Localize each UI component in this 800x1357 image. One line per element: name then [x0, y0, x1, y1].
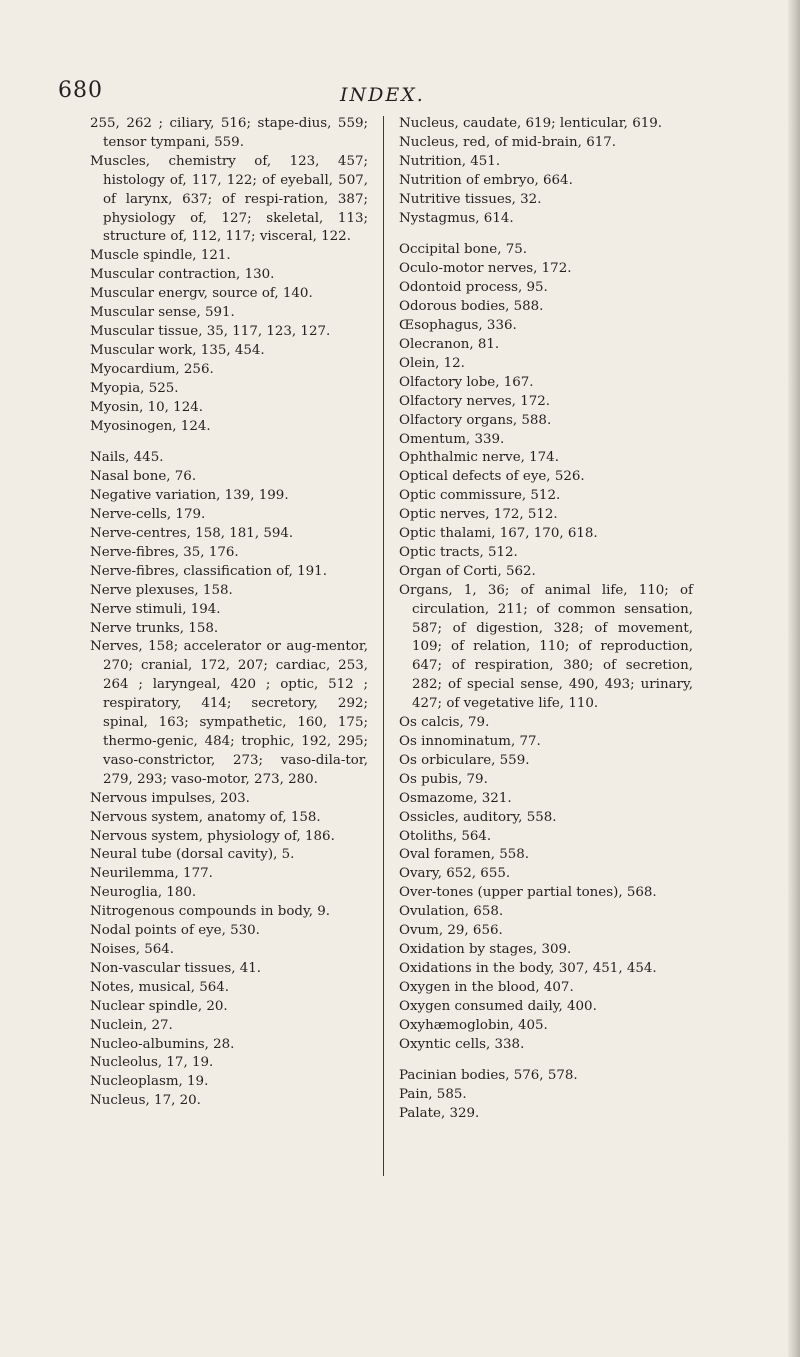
index-entry: Nucleoplasm, 19.	[90, 1074, 209, 1090]
column-divider	[383, 116, 384, 1176]
index-entry: Nitrogenous compounds in body, 9.	[90, 904, 331, 920]
index-entry: Olein, 12.	[399, 355, 465, 371]
index-entry: Myosin, 10, 124.	[90, 399, 203, 415]
index-column-left	[90, 115, 368, 1111]
index-entry: Ovum, 29, 656.	[399, 923, 503, 939]
index-entry: Oxidation by stages, 309.	[399, 941, 572, 957]
index-entry: Myosinogen, 124.	[90, 418, 211, 434]
index-entry: Olfactory nerves, 172.	[399, 393, 551, 409]
index-entry: Ovulation, 658.	[399, 904, 504, 920]
section-gap	[399, 228, 693, 241]
index-entry: Oxyntic cells, 338.	[399, 1036, 525, 1052]
index-entry: Os calcis, 79.	[399, 715, 490, 731]
index-entry: Over-tones (upper partial tones), 568.	[399, 885, 657, 901]
index-entry: Nuclear spindle, 20.	[90, 998, 228, 1014]
index-entry: Nerve-cells, 179.	[90, 507, 206, 523]
index-entry: Os innominatum, 77.	[399, 734, 541, 749]
index-entry: Optic commissure, 512.	[399, 488, 561, 504]
index-entry: Nerves, 158; accelerator or aug-mentor, 270; cranial, 172, 207; cardiac, 253, 264 ; laryngeal, 420 ; optic, 512 ; respiratory, 414; secretory, 292; spinal, 163; sympathetic, 160, 175; thermo-genic, 484; trophic, 192, 295; vaso-constrictor, 273; vaso-dila-tor, 279, 293; vaso-motor, 273, 280.	[90, 639, 368, 787]
index-entry: Nervous impulses, 203.	[90, 790, 250, 806]
index-entry: Negative variation, 139, 199.	[90, 488, 289, 504]
index-entry: Nervous system, physiology of, 186.	[90, 828, 335, 844]
index-entry: Optic thalami, 167, 170, 618.	[399, 526, 598, 542]
index-entry: Muscle spindle, 121.	[90, 248, 231, 264]
index-entry: Ovary, 652, 655.	[399, 866, 511, 882]
index-entry: Organ of Corti, 562.	[399, 563, 536, 579]
index-entry: Oval foramen, 558.	[399, 847, 530, 863]
index-entry: Non-vascular tissues, 41.	[90, 960, 262, 976]
index-entry: Muscular energv, source of, 140.	[90, 286, 313, 302]
index-column-right	[399, 115, 693, 1124]
index-entry: Muscles, chemistry of, 123, 457; histology of, 117, 122; of eyeball, 507, of larynx, 637; of respi-ration, 387; physiology of, 127; skeletal, 113; structure of, 112, 117; visceral, 122.	[90, 153, 368, 245]
index-entry: Myopia, 525.	[90, 380, 179, 396]
index-entry: Olecranon, 81.	[399, 336, 500, 352]
page-number: 680	[58, 78, 103, 103]
index-entry: Nerve trunks, 158.	[90, 620, 219, 636]
running-head: INDEX.	[340, 84, 425, 106]
index-entry: Nucleo-albumins, 28.	[90, 1036, 235, 1052]
index-entry: Neuroglia, 180.	[90, 885, 197, 901]
index-entry: Optic nerves, 172, 512.	[399, 507, 558, 523]
index-entry: Nystagmus, 614.	[399, 210, 514, 226]
index-entry: Nervous system, anatomy of, 158.	[90, 809, 321, 825]
index-entry: Odontoid process, 95.	[399, 280, 548, 296]
index-entry: Nodal points of eye, 530.	[90, 923, 260, 939]
index-entry: Muscular contraction, 130.	[90, 267, 275, 283]
index-entry: Ophthalmic nerve, 174.	[399, 450, 559, 466]
index-entry: Neurilemma, 177.	[90, 866, 213, 882]
index-entry: Optic tracts, 512.	[399, 544, 518, 560]
index-entry: Occipital bone, 75.	[399, 242, 528, 258]
index-entry: Nucleus, caudate, 619; lenticular, 619.	[399, 116, 663, 131]
index-entry: Neural tube (dorsal cavity), 5.	[90, 847, 295, 863]
index-entry: Oxidations in the body, 307, 451, 454.	[399, 960, 657, 976]
index-entry: Nerve stimuli, 194.	[90, 601, 221, 617]
index-entry: Nasal bone, 76.	[90, 469, 197, 485]
index-entry: Nucleus, 17, 20.	[90, 1093, 201, 1109]
index-entry: Nails, 445.	[90, 450, 164, 466]
index-entry: Muscular work, 135, 454.	[90, 342, 265, 358]
index-entry: Ossicles, auditory, 558.	[399, 809, 557, 825]
page-edge	[788, 0, 800, 1357]
index-entry: Noises, 564.	[90, 941, 175, 957]
index-entry: 255, 262 ; ciliary, 516; stape-dius, 559; tensor tympani, 559.	[90, 116, 368, 150]
index-entry: Odorous bodies, 588.	[399, 299, 544, 315]
index-entry: Osmazome, 321.	[399, 790, 512, 806]
index-entry: Nerve-fibres, classification of, 191.	[90, 563, 327, 579]
index-entry: Oxyhæmoglobin, 405.	[399, 1017, 548, 1033]
index-entry: Nucleolus, 17, 19.	[90, 1055, 214, 1071]
index-entry: Muscular sense, 591.	[90, 305, 235, 321]
index-entry: Nutrition of embryo, 664.	[399, 172, 573, 188]
index-entry: Nucleus, red, of mid-brain, 617.	[399, 134, 617, 150]
index-entry: Nuclein, 27.	[90, 1017, 173, 1033]
index-entry: Omentum, 339.	[399, 431, 505, 447]
index-entry: Otoliths, 564.	[399, 828, 492, 844]
section-gap	[90, 436, 368, 449]
index-entry: Os pubis, 79.	[399, 771, 488, 787]
index-entry: Oxygen consumed daily, 400.	[399, 998, 597, 1014]
index-entry: Oculo-motor nerves, 172.	[399, 261, 572, 277]
index-entry: Olfactory organs, 588.	[399, 412, 552, 428]
index-entry: Pacinian bodies, 576, 578.	[399, 1068, 578, 1084]
index-entry: Nerve-fibres, 35, 176.	[90, 544, 239, 560]
index-entry: Nerve-centres, 158, 181, 594.	[90, 526, 294, 542]
index-entry: Olfactory lobe, 167.	[399, 374, 534, 390]
index-entry: Muscular tissue, 35, 117, 123, 127.	[90, 323, 331, 339]
index-entry: Pain, 585.	[399, 1087, 467, 1103]
index-entry: Organs, 1, 36; of animal life, 110; of circulation, 211; of common sensation, 587; of digestion, 328; of movement, 109; of relation, 110; of reproduction, 647; of respiration, 380; of secretion, 282; of special sense, 490, 493; urinary, 427; of vegetative life, 110.	[399, 582, 693, 712]
index-entry: Notes, musical, 564.	[90, 979, 230, 995]
index-entry: Œsophagus, 336.	[399, 318, 517, 334]
index-entry: Os orbiculare, 559.	[399, 752, 530, 768]
index-entry: Nerve plexuses, 158.	[90, 582, 233, 598]
index-entry: Palate, 329.	[399, 1106, 480, 1122]
index-entry: Myocardium, 256.	[90, 361, 214, 377]
index-entry: Nutritive tissues, 32.	[399, 191, 542, 207]
index-entry: Oxygen in the blood, 407.	[399, 979, 574, 995]
index-entry: Nutrition, 451.	[399, 153, 501, 169]
index-entry: Optical defects of eye, 526.	[399, 469, 585, 485]
section-gap	[399, 1054, 693, 1067]
